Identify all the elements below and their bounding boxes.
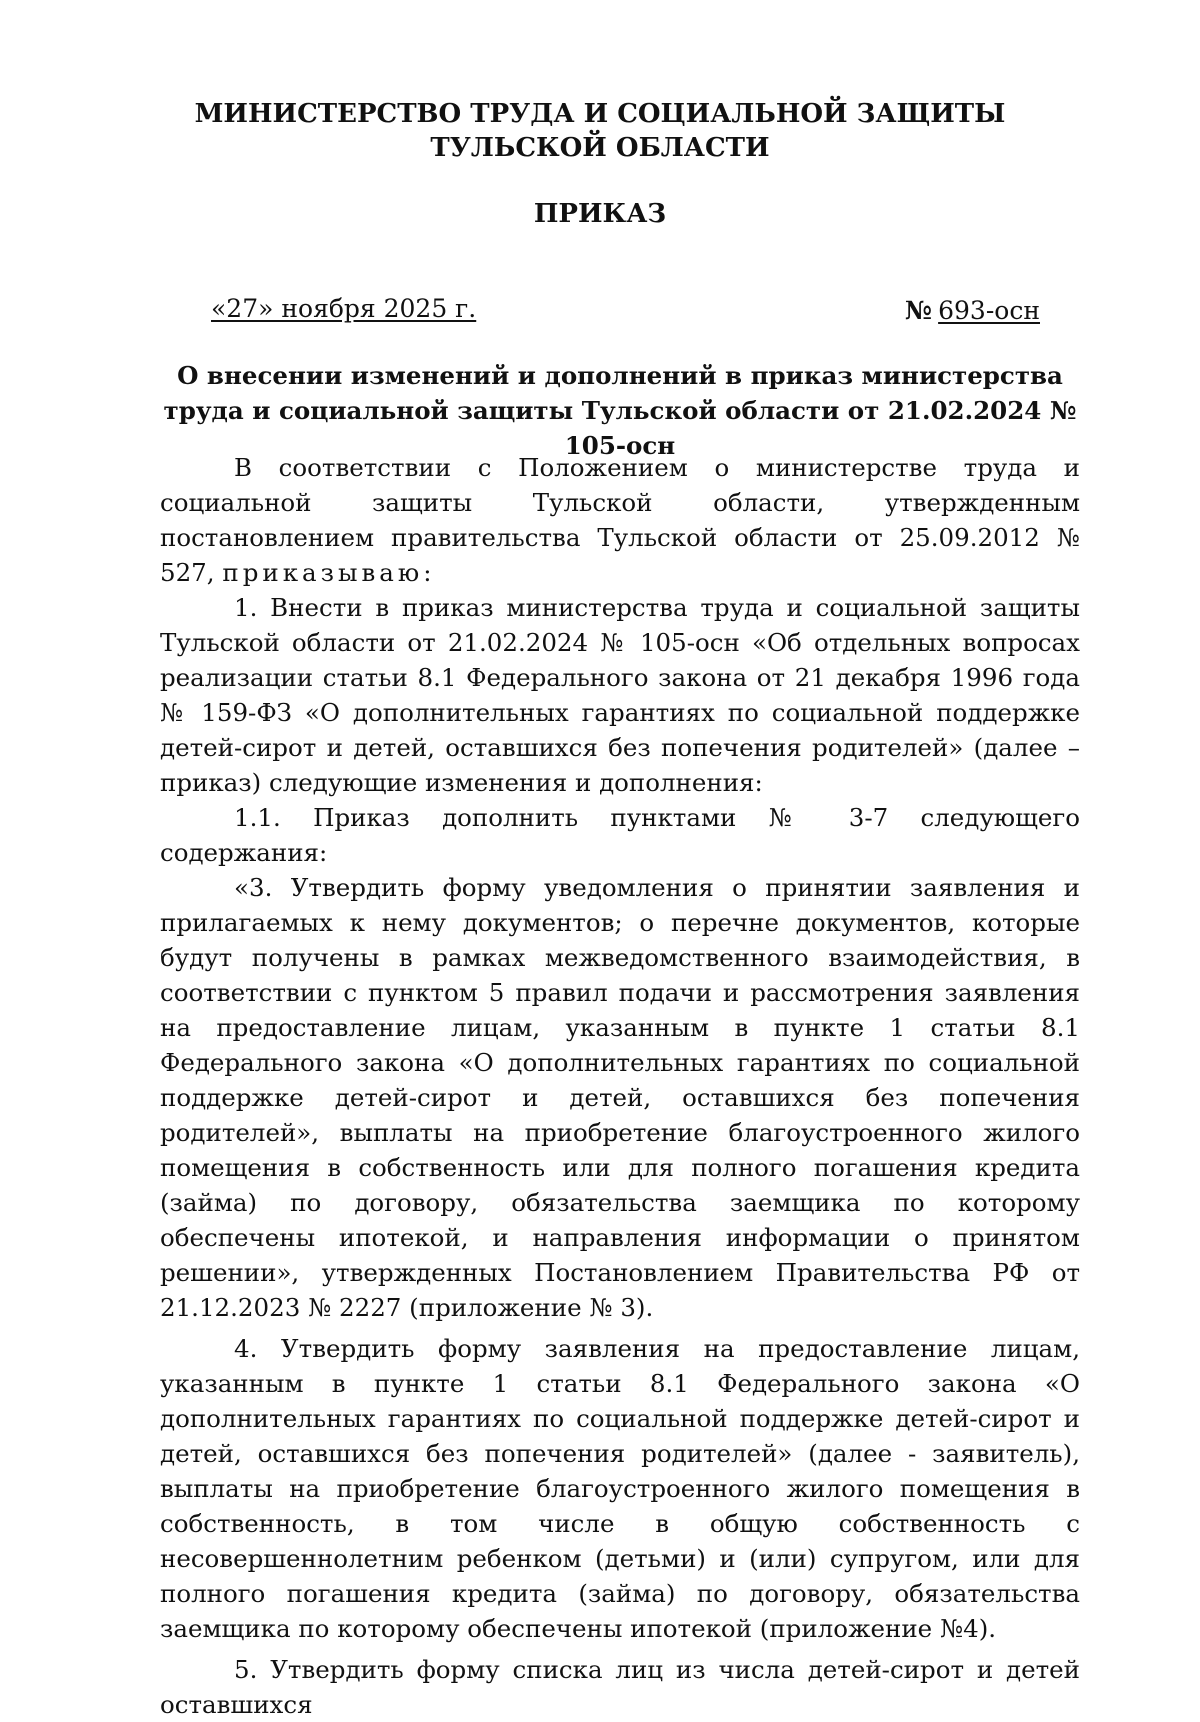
item-4-paragraph: 4. Утвердить форму заявления на предоставление лицам, указанным в пункте 1 статьи 8.1 Федерального закона «О дополнительных гарантиях по социальной поддержке детей-сирот и детей, оставшихся без попечения родителей» (далее - заявитель), выплаты на приобретение благоустроенного жилого помещения в собственность, в том числе в общую собственность с несовершеннолетним ребенком (детьми) и (или) супругом, или для полного погашения кредита (займа) по договору, обязательства заемщика по которому обеспечены ипотекой (приложение №4). [160, 1334, 1080, 1643]
item-5-paragraph: 5. Утвердить форму списка лиц из числа детей-сирот и детей оставшихся [160, 1655, 1080, 1719]
order-number-value: 693-осн [938, 296, 1040, 325]
document-type-title: ПРИКАЗ [533, 199, 667, 229]
preamble-command: приказываю: [222, 558, 436, 587]
item-1-1-paragraph: 1.1. Приказ дополнить пунктами № 3-7 следующего содержания: [160, 803, 1080, 867]
ministry-name-line1: МИНИСТЕРСТВО ТРУДА И СОЦИАЛЬНОЙ ЗАЩИТЫ [194, 99, 1006, 129]
ministry-name-line2: ТУЛЬСКОЙ ОБЛАСТИ [430, 133, 770, 163]
order-subject: О внесении изменений и дополнений в приказ министерства труда и социальной защиты Тульской области от 21.02.2024 № 105-осн [163, 361, 1077, 460]
item-3-paragraph: «3. Утвердить форму уведомления о принятии заявления и прилагаемых к нему документов; о перечне документов, которые будут получены в рамках межведомственного взаимодействия, в соответствии с пунктом 5 правил подачи и рассмотрения заявления на предоставление лицам, указанным в пункте 1 статьи 8.1 Федерального закона «О дополнительных гарантиях по социальной поддержке детей-сирот и детей, оставшихся без попечения родителей», выплаты на приобретение благоустроенного жилого помещения в собственность или для полного погашения кредита (займа) по договору, обязательства заемщика по которому обеспечены ипотекой, и направления информации о принятом решении», утвержденных Постановлением Правительства РФ от 21.12.2023 № 2227 (приложение № 3). [160, 873, 1080, 1322]
item-1-paragraph: 1. Внести в приказ министерства труда и социальной защиты Тульской области от 21.02.2024 № 105-осн «Об отдельных вопросах реализации статьи 8.1 Федерального закона от 21 декабря 1996 года № 159-ФЗ «О дополнительных гарантиях по социальной поддержке детей-сирот и детей, оставшихся без попечения родителей» (далее – приказ) следующие изменения и дополнения: [160, 593, 1080, 797]
order-body [160, 450, 1080, 1722]
order-number [905, 296, 1040, 326]
order-date: «27» ноября 2025 г. [211, 294, 477, 323]
preamble-paragraph [160, 450, 1080, 590]
preamble-text: В соответствии с Положением о министерстве труда и социальной защиты Тульской области, утвержденным постановлением правительства Тульской области от 25.09.2012 № 527, [160, 453, 1080, 587]
order-number-label: № [904, 296, 933, 325]
